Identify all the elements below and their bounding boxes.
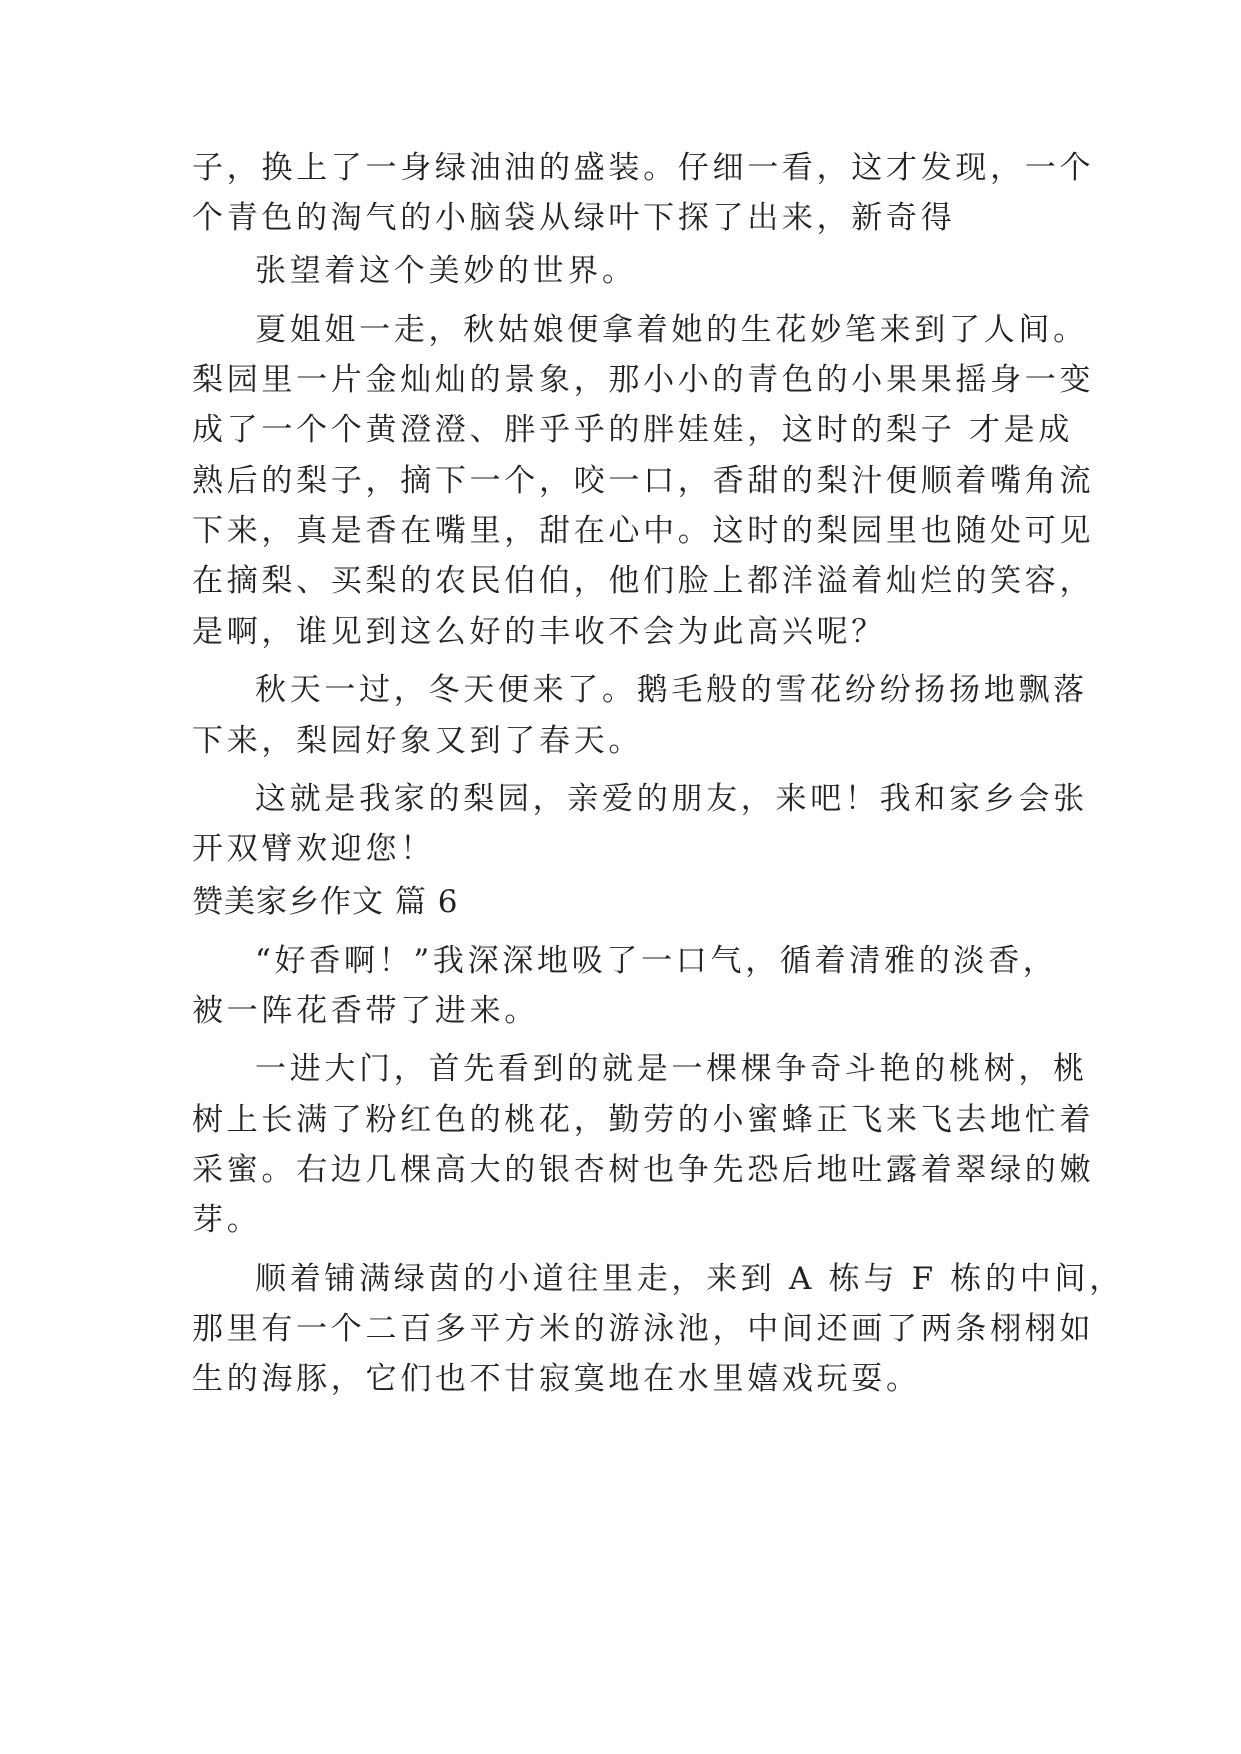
text-line: 在摘梨、买梨的农民伯伯，他们脸上都洋溢着灿烂的笑容， <box>192 563 1095 599</box>
text-line: 芽。 <box>192 1202 262 1238</box>
text-line: 那里有一个二百多平方米的游泳池，中间还画了两条栩栩如 <box>192 1311 1095 1347</box>
paragraph-start: 这就是我家的梨园，亲爱的朋友，来吧！我和家乡会张 <box>255 781 1088 817</box>
paragraph-start: 秋天一过，冬天便来了。鹅毛般的雪花纷纷扬扬地飘落 <box>255 672 1088 708</box>
text-line: 被一阵花香带了进来。 <box>192 993 539 1029</box>
paragraph-start: 夏姐姐一走，秋姑娘便拿着她的生花妙笔来到了人间。 <box>255 312 1088 348</box>
text-line: 是啊，谁见到这么好的丰收不会为此高兴呢？ <box>192 614 886 650</box>
text-line: 熟后的梨子，摘下一个，咬一口，香甜的梨汁便顺着嘴角流 <box>192 463 1095 499</box>
text-line: 开双臂欢迎您！ <box>192 831 435 867</box>
paragraph-start: 顺着铺满绿茵的小道往里走，来到 A 栋与 F 栋的中间， <box>255 1261 1124 1297</box>
text-line: 子，换上了一身绿油油的盛装。仔细一看，这才发现，一个 <box>192 150 1095 186</box>
text-line: 树上长满了粉红色的桃花，勤劳的小蜜蜂正飞来飞去地忙着 <box>192 1102 1095 1138</box>
text-line: 成了一个个黄澄澄、胖乎乎的胖娃娃，这时的梨子 才是成 <box>192 412 1074 448</box>
text-line: 梨园里一片金灿灿的景象，那小小的青色的小果果摇身一变 <box>192 362 1095 398</box>
paragraph-start: 一进大门，首先看到的就是一棵棵争奇斗艳的桃树，桃 <box>255 1051 1088 1087</box>
text-line: 生的海豚，它们也不甘寂寞地在水里嬉戏玩耍。 <box>192 1361 921 1397</box>
section-heading: 赞美家乡作文 篇 6 <box>192 884 459 920</box>
text-line: 下来，真是香在嘴里，甜在心中。这时的梨园里也随处可见 <box>192 513 1095 549</box>
text-line: 个青色的淘气的小脑袋从绿叶下探了出来，新奇得 <box>192 200 956 236</box>
text-line: 采蜜。右边几棵高大的银杏树也争先恐后地吐露着翠绿的嫩 <box>192 1152 1095 1188</box>
paragraph-start: “好香啊！”我深深地吸了一口气，循着清雅的淡香， <box>255 943 1058 979</box>
text-line: 下来，梨园好象又到了春天。 <box>192 723 644 759</box>
text-line: 张望着这个美妙的世界。 <box>255 253 637 289</box>
